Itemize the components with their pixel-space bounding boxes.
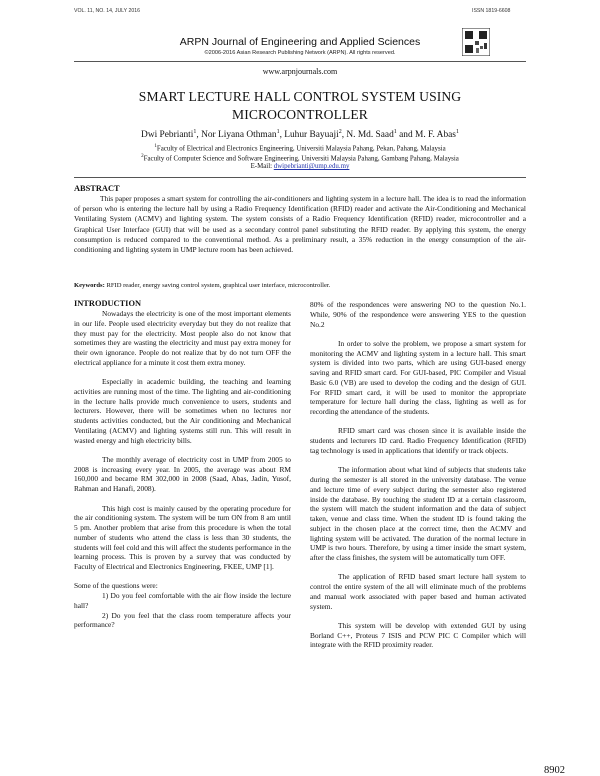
issn: ISSN 1819-6608	[472, 8, 511, 14]
journal-url: www.arpnjournals.com	[262, 67, 338, 76]
volume-info: VOL. 11, NO. 14, JULY 2016	[74, 8, 141, 14]
paragraph: 80% of the respondences were answering NO to the question No.1. While, 90% of the respondence were answering YES to the question No.2	[310, 300, 526, 329]
affiliation-1: $^1$Faculty of Electrical and Electronics Engineering, Universiti Malaysia Pahang, Pekan, Pahang, Malaysia	[154, 144, 446, 153]
author-name: Luhur Bayuaji	[284, 130, 339, 141]
journal-logo-icon	[462, 28, 490, 56]
author-affiliation-mark: 1	[455, 129, 459, 135]
email-link[interactable]: dwipebrianti@ump.edu.my	[273, 163, 350, 170]
author-name: Dwi Pebrianti	[141, 130, 194, 141]
question-1: 1) Do you feel comfortable with the air flow inside the lecture hall?	[74, 591, 291, 610]
intro-left-column	[74, 309, 291, 630]
intro-right-column	[310, 300, 526, 650]
paragraph: The application of RFID based smart lecture hall system to control the entire system of the all will eliminate much of the problems and manual work associated with paper based and human activated system.	[310, 572, 526, 611]
paragraph: The information about what kind of subjects that students take during the semester is all stored in the university database. The venue and lecture time of every subject during the semester also registered inside the database. By touching the student ID at a certain classroom, the system will match the student information and the data of subject taken, venue and class time. When the student ID is found taking the subject in the chosen place at the correct time, then the ACMV and lighting system will be activated. The duration of the normal lecture in UMP is two hours. Therefore, by using a timer inside the smart system, after the class finishes, the system will be automatically turn OFF.	[310, 465, 526, 563]
copyright: ©2006-2016 Asian Research Publishing Network (ARPN). All rights reserved.	[204, 50, 396, 56]
journal-name: ARPN Journal of Engineering and Applied Sciences	[179, 36, 421, 48]
author-name: M. F. Abas	[415, 130, 456, 141]
question-2: 2) Do you feel that the class room temperature affects your performance?	[74, 610, 291, 630]
paragraph: This system will be develop with extended GUI by using Borland C++, Proteus 7 ISIS and PCW PIC C Compiler which will integrate with the RFID proximity reader.	[310, 620, 526, 650]
paragraph: The monthly average of electricity cost in UMP from 2005 to 2008 is increasing every year. In 2005, the average was about RM 160,000 and became RM 302,000 in 2008 (Saad, Abas, Jadin, Yusof, Rahman and Hanafi, 2008).	[74, 454, 291, 494]
page-number: 8902	[544, 765, 565, 776]
abstract-text: This paper proposes a smart system for controlling the air-conditioners and lighting system in a lecture hall. The idea is to read the information of person who is entering the lecture hall by using a Radio Frequency Identification (RFID) reader and activate the Air-Conditioning and Mechanical Ventilating System (ACMV) and lighting system. The system consists of a Radio Frequency Identification (RFID) reader, microcontroller and a Graphical User Interface (GUI) that will be used as a secondary control panel substituting the RFID reader. By applying this system, the energy consumption is reduced compared to the conventional method. As a preliminary result, a 35% reduction in the energy consumption of the air-conditioning and lighting system in UMP lecture room has been achieved.	[74, 194, 526, 255]
email-line: E-Mail: dwipebrianti@ump.edu.my	[250, 163, 350, 170]
paragraph: Nowadays the electricity is one of the most important elements in our life. People used electricity everyday but they do not realize that they must pay for the electricity. Most people also do not know that sometimes they are wasting the electricity and must pay extra money for their own ignorance. People do not realize that by do not turn OFF the electrical appliance for a minute it cost them extra money.	[74, 309, 291, 367]
author-name: Nor Liyana Othman	[201, 130, 277, 141]
author-name: N. Md. Saad	[346, 130, 394, 141]
affiliation-2: $^2$Faculty of Computer Science and Software Engineering, Universiti Malaysia Pahang, Gambang Pahang, Malaysia	[141, 154, 459, 163]
intro-heading: INTRODUCTION	[74, 299, 142, 308]
author-affiliation-mark: 1	[193, 129, 197, 135]
abstract-heading: ABSTRACT	[74, 184, 120, 193]
author-affiliation-mark: 1	[276, 129, 280, 135]
author-affiliation-mark: 2	[338, 129, 342, 135]
abstract-rule	[74, 177, 526, 178]
paragraph: RFID smart card was chosen since it is available inside the students and lecturers ID card. Radio Frequency Identification (RFID) tag technology is used in applications that identify or track objects.	[310, 426, 526, 455]
paragraph: Especially in academic building, the teaching and learning activities are running most of the time. The lighting and air-conditioning in the lecture halls provide much convenience to users, students and lecturers. However, there will be sometimes when no lectures nor students activities conducted, but the Air conditioning and Mechanical Ventilating (ACMV) and lighting systems still run. This will result in wasted energy and high electricity bills.	[74, 377, 291, 445]
keywords: Keywords: RFID reader, energy saving control system, graphical user interface, microcontroller.	[74, 282, 331, 289]
author-list: Dwi Pebrianti$^1$, Nor Liyana Othman$^1$, Luhur Bayuaji$^2$, N. Md. Saad$^1$ and M. F. Abas$^1$	[141, 129, 459, 141]
paper-title: SMART LECTURE HALL CONTROL SYSTEM USING MICROCONTROLLER	[138, 89, 462, 122]
paragraph: In order to solve the problem, we propose a smart system for monitoring the ACMV and lighting system in a lecture hall. This smart system is divided into two parts, which are using GUI-based energy saving and RFID smart card. For GUI-based, PIC Compiler and Visual Basic 6.0 (VB) are used to develop the coding and the design of GUI. For RFID smart card, it will be used to monitor the appropriate temperature for lecture hall during the class, lighting as well as for recording the attendance of the students.	[310, 338, 526, 417]
paragraph: Some of the questions were:	[74, 581, 158, 591]
author-affiliation-mark: 1	[393, 129, 397, 135]
header-rule	[74, 61, 526, 62]
paragraph: This high cost is mainly caused by the operating procedure for the air conditioning system. The system will be turn ON from 8 am until 5 pm. Another problem that arise from this procedure is when the total number of students who attend the class is less than 30 students, the students will feel cold and this will affect the students performance in the learning process. This is proven by a survey that was conducted by Faculty of Electrical and Electronics Engineering, FKEE, UMP [1].	[74, 503, 291, 572]
